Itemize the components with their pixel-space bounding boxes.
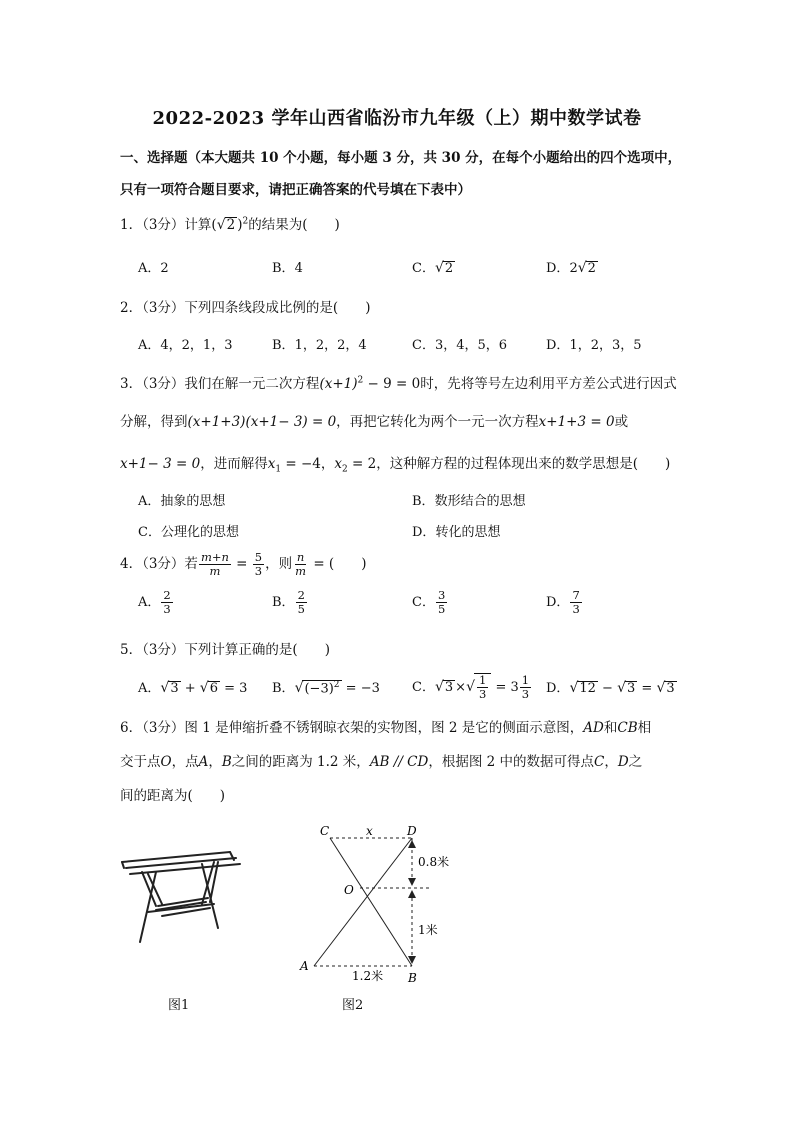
question-3-option-b: B．数形结合的思想 [412,494,526,509]
question-4-option-d: D． $\frac{7}{3}$ [546,588,580,617]
question-5-option-a: A．√3 + √6 = 3 [138,680,248,696]
arrow-down-icon [408,878,416,886]
point-label-o: O [344,883,354,897]
point-label-a: A [300,959,309,973]
question-1-option-d: D．2√2 [546,260,596,276]
question-1-option-a: A．2 [138,261,169,276]
question-1-stem: 1．（3分）计算(√2 )$^2$的结果为( ) [120,216,340,233]
question-5-option-b: B．$√(-3)^2 = -3$ [272,679,380,696]
length-label-bottom: 1米 [418,923,438,937]
length-label-x: x [366,824,373,838]
figure-1-caption: 图1 [168,998,190,1013]
question-2-option-d: D．1，2，3，5 [546,338,642,353]
section-heading-line2: 只有一项符合题目要求，请把正确答案的代号填在下表中） [120,182,471,198]
question-5-stem: 5．（3分）下列计算正确的是( ) [120,642,330,658]
figure-2-caption: 图2 [342,998,364,1013]
question-3-option-d: D．转化的思想 [412,525,501,540]
question-6-line2: 交于点O，点A，B之间的距离为 1.2 米，AB // CD，根据图 2 中的数据可得点C，D之 [120,754,643,770]
question-1-option-c: C．√2 [412,260,454,276]
question-2-stem: 2．（3分）下列四条线段成比例的是( ) [120,300,371,316]
question-4-option-c: C． $\frac{3}{5}$ [412,588,446,617]
length-label-ab: 1.2米 [352,969,384,983]
page-title: 2022-2023 学年山西省临汾市九年级（上）期中数学试卷 [152,108,642,129]
question-3-option-a: A．抽象的思想 [138,494,226,509]
arrow-up-icon [408,890,416,898]
question-4-option-b: B． $\frac{2}{5}$ [272,588,305,617]
figure-2-diagram [290,818,470,988]
question-4-stem: 4．（3分）若 $\frac{m+n}{m}$ = $\frac{5}{3}$ ，则 $\frac{n}{m}$ = ( ) [120,550,367,579]
length-label-top: 0.8米 [418,855,450,869]
arrow-down-icon [408,956,416,964]
question-1-option-b: B．4 [272,261,303,276]
question-3-line1: 3．（3分）我们在解一元二次方程$(x+1)^2 - 9 = 0$时，先将等号左边利用平方差公式进行因式 [120,375,677,392]
question-5-option-c: C．√3 ×√ $\frac{1}{3}$ = 3 $\frac{1}{3}$ [412,673,530,702]
section-heading-line1: 一、选择题（本大题共 10 个小题，每小题 3 分，共 30 分，在每个小题给出的四个选项中， [120,150,682,166]
question-6-line3: 间的距离为( ) [120,788,226,804]
point-label-d: D [407,824,417,838]
question-6-line1: 6．（3分）图 1 是伸缩折叠不锈钢晾衣架的实物图，图 2 是它的侧面示意图，AD和CB相 [120,720,652,736]
question-3-line3: x+1− 3 = 0，进而解得$x_1 = -4$，$x_2 = 2$，这种解方程的过程体现出来的数学思想是( ) [120,456,671,475]
question-3-option-c: C．公理化的思想 [138,525,239,540]
question-2-option-b: B．1，2，2，4 [272,338,367,353]
point-label-c: C [320,824,330,838]
question-2-option-a: A．4，2，1，3 [138,338,233,353]
question-3-line2: 分解，得到(x+1+3)(x+1− 3) = 0，再把它转化为两个一元一次方程x+1+3 = 0或 [120,414,629,430]
question-4-option-a: A． $\frac{2}{3}$ [138,588,171,617]
figure-1-drying-rack [118,846,246,950]
question-5-option-d: D．√12 − √3 = √3 [546,680,675,696]
point-label-b: B [408,971,417,985]
question-2-option-c: C．3，4，5，6 [412,338,508,353]
